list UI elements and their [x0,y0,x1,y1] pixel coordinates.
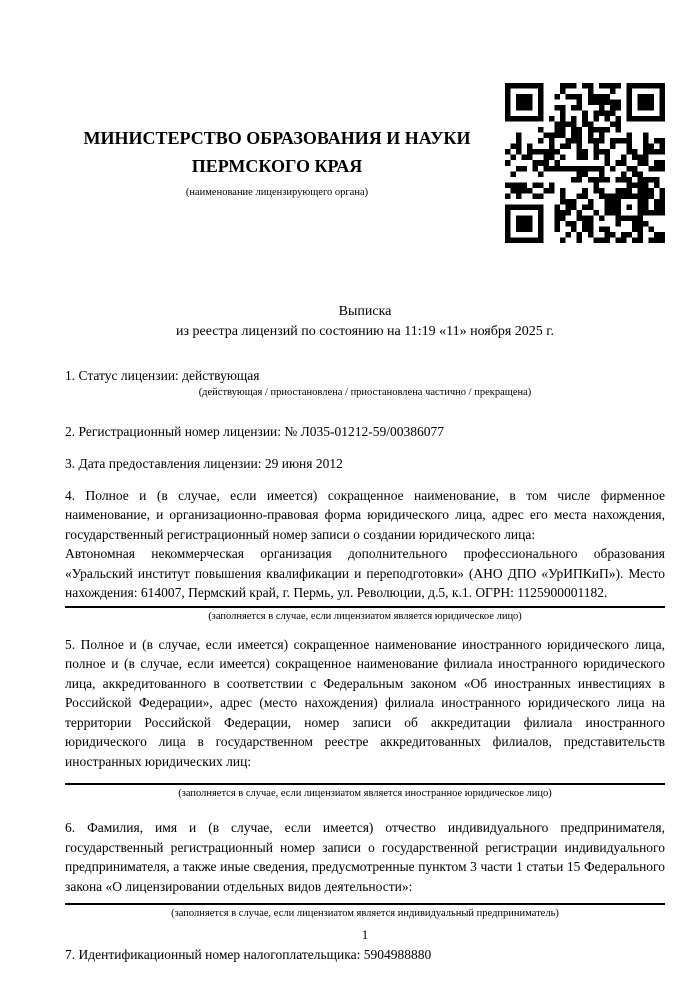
ministry-name-line1: МИНИСТЕРСТВО ОБРАЗОВАНИЯ И НАУКИ [83,128,471,148]
qr-code [505,83,665,243]
item-5-foreign-entity-label: 5. Полное и (в случае, если имеется) сокращенное наименование иностранного юридического лица, полное и (в случае, если имеется) сокращенное наименование филиала иностранного юридического лица, аккредитованного в соответствии с Федеральным законом «Об иностранных инвестициях в Российской Федерации», адрес (место нахождения) филиала иностранного юридического лица на территории Российской Федерации, номер записи об аккредитации филиала иностранного юридического лица в государственном реестре аккредитованных филиалов, представительств иностранных юридических лиц: [65,636,665,769]
page-number: 1 [361,927,369,942]
ministry-name-caption: (наименование лицензирующего органа) [185,187,369,198]
item-5-empty-value [65,771,665,783]
item-1-caption: (действующая / приостановлена / приостановлена частично / прекращена) [198,386,532,398]
item-6-individual-label: 6. Фамилия, имя и (в случае, если имеется) отчество индивидуального предпринимателя, государственный регистрационный номер записи о государственной регистрации индивидуального предпринимателя, а также иные сведения, предусмотренные пунктом 3 части 1 статьи 15 Федерального закона «О лицензировании отдельных видов деятельности»: [65,820,665,894]
ministry-name-line2: ПЕРМСКОГО КРАЯ [191,156,363,176]
item-5-fill-line [65,783,665,785]
item-6-fill-line [65,903,665,905]
item-4-fill-line [65,606,665,608]
item-7-taxpayer-id: 7. Идентификационный номер налогоплательщика: 5904988880 [65,947,432,962]
document-title-block [65,302,665,342]
document-body [65,366,665,965]
item-6-caption: (заполняется в случае, если лицензиатом является индивидуальный предприниматель) [171,908,559,919]
item-4-legal-entity-value: Автономная некоммерческая организация дополнительного профессионального образования «Уральский институт повышения квалификации и переподготовки» (АНО ДПО «УрИПКиП»). Место нахождения: 614007, Пермский край, г. Пермь, ул. Революции, д.5, к.1. ОГРН: 1125900001182. [65,546,665,600]
licensing-authority-block [65,124,489,200]
document-subtitle: из реестра лицензий по состоянию на 11:19 «11» ноября 2025 г. [176,324,554,339]
item-5-caption: (заполняется в случае, если лицензиатом является иностранное юридическое лицо) [178,788,552,799]
item-4-caption: (заполняется в случае, если лицензиатом является юридическое лицо) [208,610,522,622]
document-title: Выписка [338,304,392,319]
item-1-license-status: 1. Статус лицензии: действующая [65,368,260,383]
item-2-registration-number: 2. Регистрационный номер лицензии: № Л035-01212-59/00386077 [65,423,445,439]
item-3-grant-date: 3. Дата предоставления лицензии: 29 июня 2012 [65,456,343,471]
item-4-legal-entity-label: 4. Полное и (в случае, если имеется) сокращенное наименование, в том числе фирменное наименование, и организационно-правовая форма юридического лица, адрес его места нахождения, государственный регистрационный номер записи о создании юридического лица: [65,487,665,542]
